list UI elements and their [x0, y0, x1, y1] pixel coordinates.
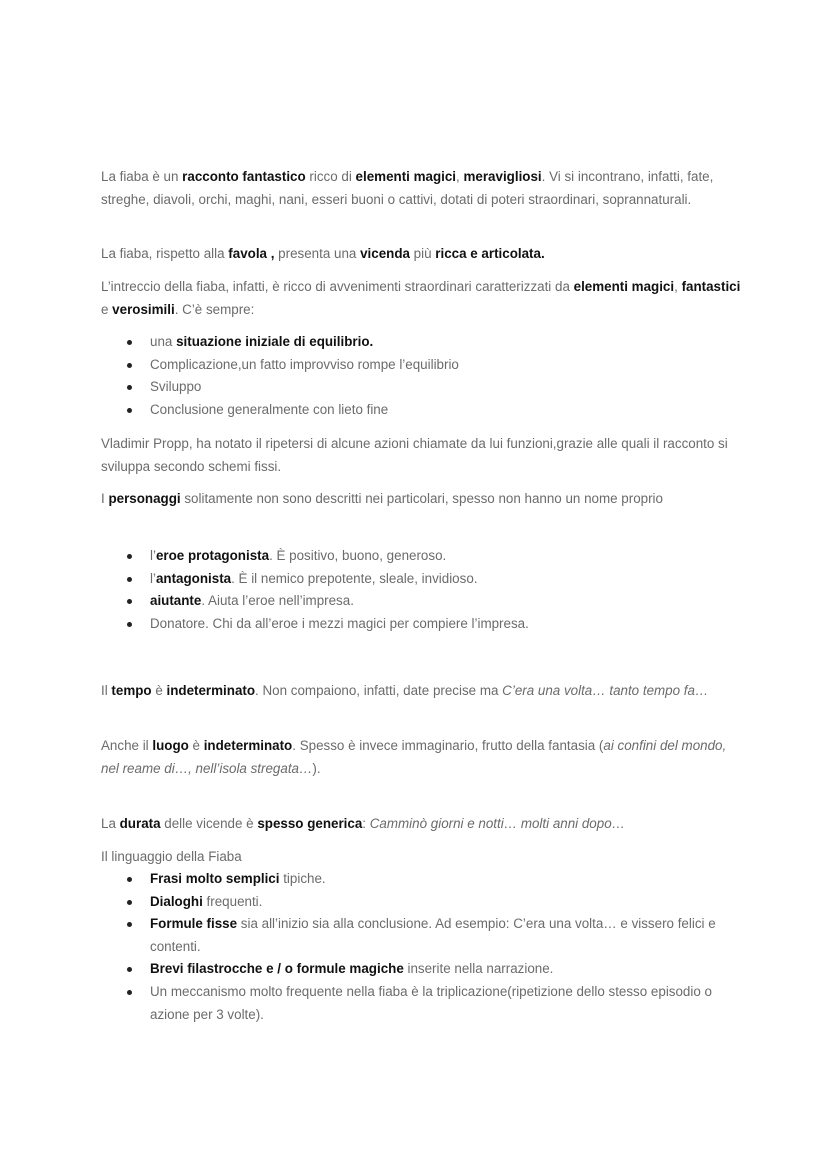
italic-text: C’era una volta… tanto tempo fa… — [502, 683, 709, 698]
list-item: Dialoghi frequenti. — [101, 891, 741, 914]
list-characters — [101, 545, 741, 635]
list-item: Brevi filastrocche e / o formule magiche inserite nella narrazione. — [101, 958, 741, 981]
text: La fiaba è un — [101, 169, 183, 184]
text: è — [151, 683, 167, 698]
paragraph-propp: Vladimir Propp, ha notato il ripetersi di alcune azioni chiamate da lui funzioni,grazie alle quali il racconto si sviluppa secondo schemi fissi. — [101, 436, 728, 474]
bold-term: racconto fantastico — [182, 169, 306, 184]
list-structure — [101, 331, 741, 421]
list-item: l’antagonista. È il nemico prepotente, sleale, invidioso. — [101, 568, 741, 591]
list-language — [101, 868, 741, 1026]
bold-term: favola , — [228, 246, 275, 261]
text: è — [188, 738, 204, 753]
paragraph-durata — [101, 813, 741, 836]
list-item: Frasi molto semplici tipiche. — [101, 868, 741, 891]
text: . Spesso è invece immaginario, frutto della fantasia ( — [292, 738, 604, 753]
paragraph-linguaggio: Il linguaggio della Fiaba — [101, 849, 242, 864]
paragraph-personaggi — [101, 488, 741, 511]
bold-term: vicenda — [360, 246, 410, 261]
paragraph-tempo — [101, 680, 741, 703]
list-item: Complicazione,un fatto improvviso rompe l’equilibrio — [101, 354, 741, 377]
text: L’intreccio della fiaba, infatti, è ricco di avvenimenti straordinari caratterizzati da — [101, 279, 574, 294]
text: e — [101, 301, 113, 317]
text: Il — [101, 683, 112, 698]
bold-term: spesso generica — [257, 816, 363, 831]
italic-text: Camminò giorni e notti… molti anni dopo… — [369, 816, 626, 831]
italic-text: ai confini del mondo, nel reame di…, nell’isola stregata… — [101, 738, 727, 776]
bold-term: verosimili — [112, 301, 175, 317]
text: , — [456, 169, 464, 184]
paragraph-definition — [101, 166, 741, 211]
paragraph-intreccio — [101, 276, 741, 321]
bold-term: elementi magici — [355, 169, 457, 184]
bold-term: luogo — [152, 738, 189, 753]
list-item: Sviluppo — [101, 376, 741, 399]
text: ). — [312, 760, 321, 776]
text: delle vicende è — [160, 816, 258, 831]
text: ricco di — [305, 169, 356, 184]
bold-term: durata — [119, 816, 161, 831]
text: Anche il — [101, 738, 153, 753]
text: La fiaba, rispetto alla — [101, 246, 229, 261]
list-item: Un meccanismo molto frequente nella fiaba è la triplicazione(ripetizione dello stesso episodio o azione per 3 volte). — [101, 981, 741, 1026]
text: , — [674, 279, 682, 294]
text: I — [101, 491, 109, 506]
paragraph-favola — [101, 243, 741, 266]
paragraph-luogo — [101, 735, 741, 780]
list-item: Conclusione generalmente con lieto fine — [101, 399, 741, 422]
list-item: l’eroe protagonista. È positivo, buono, generoso. — [101, 545, 741, 568]
text: solitamente non sono descritti nei particolari, spesso non hanno un nome proprio — [180, 491, 663, 506]
text: più — [409, 246, 436, 261]
bold-term: ricca e articolata. — [435, 246, 545, 261]
bold-term: meravigliosi — [463, 169, 542, 184]
text: . C’è sempre: — [174, 301, 255, 317]
bold-term: indeterminato — [203, 738, 293, 753]
list-item: una situazione iniziale di equilibrio. — [101, 331, 741, 354]
text: . Vi si incontrano, infatti, fate, streghe, diavoli, orchi, maghi, nani, esseri buoni o cattivi, dotati di poteri straordinari, soprannaturali. — [101, 169, 714, 207]
text: . Non compaiono, infatti, date precise ma — [255, 683, 503, 698]
bold-term: fantastici — [681, 279, 741, 294]
list-item: Formule fisse sia all’inizio sia alla conclusione. Ad esempio: C’era una volta… e vissero felici e contenti. — [101, 913, 741, 958]
text: presenta una — [274, 246, 361, 261]
list-item: aiutante. Aiuta l’eroe nell’impresa. — [101, 590, 741, 613]
bold-term: tempo — [111, 683, 152, 698]
bold-term: personaggi — [108, 491, 181, 506]
bold-term: indeterminato — [166, 683, 256, 698]
text: La — [101, 816, 120, 831]
bold-term: elementi magici — [573, 279, 675, 294]
text: : — [362, 816, 370, 831]
list-item: Donatore. Chi da all’eroe i mezzi magici per compiere l’impresa. — [101, 613, 741, 636]
